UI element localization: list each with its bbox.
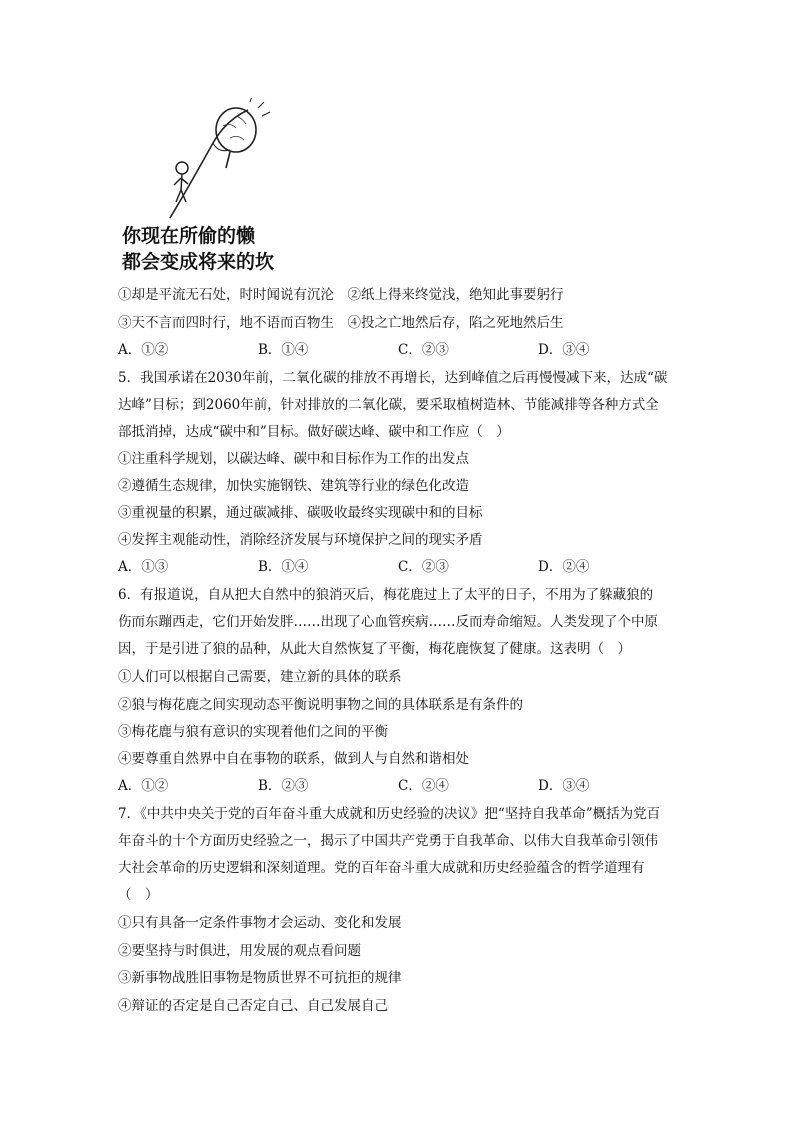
q4-statement-line: ①却是平流无石处，时时闻说有沉沦 ②纸上得来终觉浅，绝知此事要躬行 (118, 287, 564, 303)
option-d: D．③④ (538, 342, 590, 358)
q7-statement-line: ①只有具备一定条件事物才会运动、变化和发展 (118, 915, 402, 931)
q7-statement-line: ③新事物战胜旧事物是物质世界不可抗拒的规律 (118, 970, 402, 986)
option-a: A．①③ (118, 559, 169, 575)
q5-stem-line: 部抵消掉，达成“碳中和”目标。做好碳达峰、碳中和工作应（ ） (118, 424, 510, 440)
q6-statement-line: ④要尊重自然界中自在事物的联系，做到人与自然和谐相处 (118, 751, 469, 767)
q6-statement-line: ①人们可以根据自己需要，建立新的具体的联系 (118, 669, 402, 685)
cartoon-caption-line1: 你现在所偷的懒 (122, 225, 256, 247)
q7-stem-line: 大社会革命的历史逻辑和深刻道理。党的百年奋斗重大成就和历史经验蕴含的哲学道理有 (118, 860, 645, 876)
q5-stem-line: 达峰”目标；到2060年前，针对排放的二氧化碳，要采取植树造林、节能减排等各种方式全 (118, 397, 659, 413)
option-b: B．①④ (258, 342, 309, 358)
q7-stem-line: 年奋斗的十个方面历史经验之一，揭示了中国共产党勇于自我革命、以伟大自我革命引领伟 (118, 833, 658, 849)
cartoon-illustration (118, 98, 298, 278)
q5-statement-line: ④发挥主观能动性，消除经济发展与环境保护之间的现实矛盾 (118, 532, 483, 548)
option-c: C．②③ (398, 559, 449, 575)
option-a: A．①② (118, 778, 169, 794)
q6-statement-line: ③梅花鹿与狼有意识的实现着他们之间的平衡 (118, 724, 388, 740)
q4-statement-line: ③天不言而四时行，地不语而百物生 ④投之亡地然后存，陷之死地然后生 (118, 315, 564, 331)
q6-statement-line: ②狼与梅花鹿之间实现动态平衡说明事物之间的具体联系是有条件的 (118, 697, 523, 713)
option-b: B．①④ (258, 559, 309, 575)
option-b: B．②③ (258, 778, 309, 794)
option-c: C．②③ (398, 342, 449, 358)
q6-stem-line: 6．有报道说，自从把大自然中的狼消灭后，梅花鹿过上了太平的日子，不用为了躲藏狼的 (118, 587, 654, 603)
option-a: A．①② (118, 342, 169, 358)
cartoon-caption-line2: 都会变成将来的坎 (122, 251, 275, 273)
q7-statement-line: ②要坚持与时俱进，用发展的观点看问题 (118, 943, 361, 959)
q5-statement-line: ①注重科学规划，以碳达峰、碳中和目标作为工作的出发点 (118, 451, 469, 467)
option-d: D．②④ (538, 559, 590, 575)
option-d: D．③④ (538, 778, 590, 794)
q6-stem-line: 因，于是引进了狼的品种，从此大自然恢复了平衡，梅花鹿恢复了健康。这表明（ ） (118, 641, 631, 657)
option-c: C．②④ (398, 778, 449, 794)
q6-stem-line: 伤而东蹦西走，它们开始发胖……出现了心血管疾病……反而寿命缩短。人类发现了个中原 (118, 614, 658, 630)
q5-stem-line: 5．我国承诺在2030年前，二氧化碳的排放不再增长，达到峰值之后再慢慢减下来，达成“碳 (118, 370, 668, 386)
q7-stem-line: 7．《中共中央关于党的百年奋斗重大成就和历史经验的决议》把“坚持自我革命”概括为党百 (118, 806, 661, 822)
q5-statement-line: ②遵循生态规律，加快实施钢铁、建筑等行业的绿色化改造 (118, 478, 469, 494)
q7-stem-line: （ ） (118, 887, 159, 903)
q7-statement-line: ④辩证的否定是自己否定自己、自己发展自己 (118, 998, 388, 1014)
q5-statement-line: ③重视量的积累，通过碳减排、碳吸收最终实现碳中和的目标 (118, 505, 483, 521)
